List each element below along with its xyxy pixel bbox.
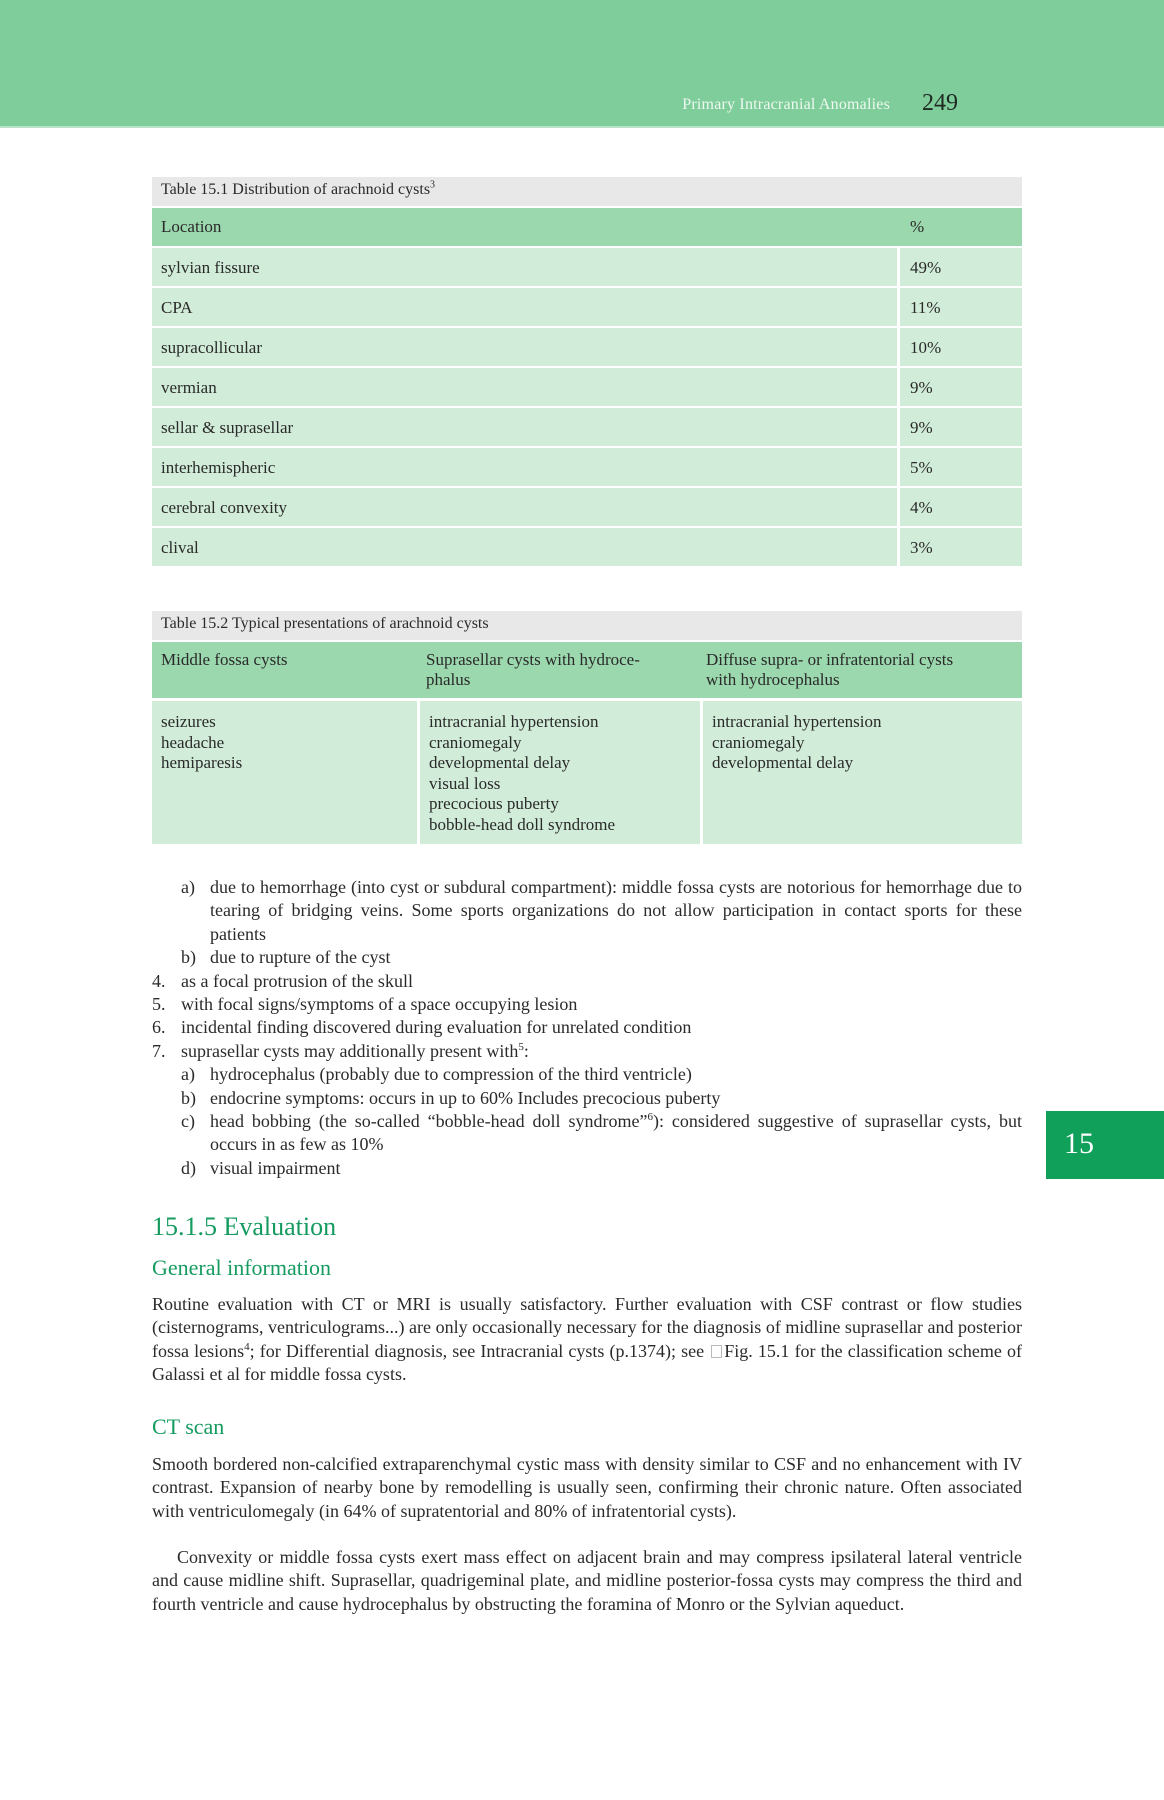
table-row [152,448,1022,486]
citation-ref[interactable]: 4 [244,1340,250,1353]
page-header-band [0,0,1164,128]
citation-ref[interactable]: 6 [647,1111,653,1124]
list-marker: d) [181,1157,196,1178]
presentation-list [152,876,1022,1180]
percent-cell: 11% [900,288,1022,326]
location-cell: interhemispheric [152,448,897,486]
column-header-percent: % [910,217,925,236]
list-item: a) hydrocephalus (probably due to compression of the third ventricle) [152,1063,1022,1086]
table-header-row [152,208,1022,246]
general-info-paragraph: Routine evaluation with CT or MRI is usually satisfactory. Further evaluation with CSF contrast or flow studies (cisternograms, ventriculograms...) are only occasionally necessary for the diagnosis of midline suprasellar and posterior fossa lesions$^4$; for Differential diagnosis, see Intracranial cysts (p.1374); see Fig. 15.1 for the classification scheme of Galassi et al for middle fossa cysts. [152,1294,1022,1385]
diffuse-cell: intracranial hypertension craniomegaly developmental delay [703,701,1022,844]
percent-cell: 9% [900,368,1022,406]
location-cell: sellar & suprasellar [152,408,897,446]
list-item: b) due to rupture of the cyst [152,946,1022,969]
table-row [152,248,1022,286]
citation-ref[interactable]: 3 [430,179,436,191]
column-header-suprasellar: Suprasellar cysts with hydroce- phalus [426,650,640,689]
location-cell: CPA [152,288,897,326]
subsection-heading-ct: CT scan [152,1414,225,1439]
figure-link-icon [711,1345,722,1358]
table-row [152,328,1022,366]
column-header-middle-fossa: Middle fossa cysts [161,650,288,669]
list-item: 4. as a focal protrusion of the skull [152,970,1022,993]
percent-cell: 9% [900,408,1022,446]
list-marker: c) [181,1111,195,1132]
list-marker: 4. [152,970,166,991]
list-marker: 7. [152,1040,166,1061]
table-caption: Table 15.1 Distribution of arachnoid cysts$^3$ [152,177,1022,206]
chapter-number: 15 [1064,1127,1094,1160]
location-cell: clival [152,528,897,566]
middle-fossa-cell: seizures headache hemiparesis [152,701,417,844]
list-marker: a) [181,1064,195,1085]
list-item: c) head bobbing (the so-called “bobble-head doll syndrome”$^6$): considered suggestive of suprasellar cysts, but occurs in as few as 10% [181,1111,1022,1155]
list-item: 5. with focal signs/symptoms of a space occupying lesion [152,993,1022,1016]
list-item: d) visual impairment [152,1157,1022,1180]
ct-paragraph-2: Convexity or middle fossa cysts exert mass effect on adjacent brain and may compress ipsilateral lateral ventricle and cause midline shift. Suprasellar, quadrigeminal plate, and midline posterior-fossa cysts may compress the third and fourth ventricle and cause hydrocephalus by obstructing the foramina of Monro or the Sylvian aqueduct. [152,1547,1022,1614]
section-heading: 15.1.5 Evaluation [152,1212,337,1241]
table-15-2 [152,611,1022,844]
page-number: 249 [922,90,958,116]
list-item: a) due to hemorrhage (into cyst or subdural compartment): middle fossa cysts are notorious for hemorrhage due to tearing of bridging veins. Some sports organizations do not allow participation in contact sports for these patients [181,877,1022,944]
location-cell: vermian [152,368,897,406]
location-cell: cerebral convexity [152,488,897,526]
location-cell: supracollicular [152,328,897,366]
list-marker: a) [181,877,195,897]
list-marker: 6. [152,1017,166,1038]
column-header-diffuse: Diffuse supra- or infratentorial cysts with hydrocephalus [706,650,954,689]
location-cell: sylvian fissure [152,248,897,286]
suprasellar-cell: intracranial hypertension craniomegaly developmental delay visual loss precocious puberty bobble-head doll syndrome [420,701,700,844]
table-header-row [152,642,1022,698]
list-item: 7. suprasellar cysts may additionally present with$^5$: [152,1040,1022,1063]
list-marker: b) [181,947,196,968]
table-caption: Table 15.2 Typical presentations of arachnoid cysts [152,611,1022,640]
table-row [152,488,1022,526]
chapter-tab [1046,1111,1164,1179]
list-item: 6. incidental finding discovered during evaluation for unrelated condition [152,1016,1022,1039]
percent-cell: 3% [900,528,1022,566]
table-row [152,368,1022,406]
table-15-1 [152,177,1022,566]
table-body-row [152,701,1022,844]
table-row [152,288,1022,326]
subsection-heading-general: General information [152,1255,331,1280]
column-header-location: Location [161,217,222,236]
percent-cell: 10% [900,328,1022,366]
running-title: Primary Intracranial Anomalies [682,96,890,113]
percent-cell: 49% [900,248,1022,286]
table-row [152,528,1022,566]
list-item: b) endocrine symptoms: occurs in up to 60% Includes precocious puberty [152,1087,1022,1110]
ct-paragraph-1: Smooth bordered non-calcified extraparenchymal cystic mass with density similar to CSF and no enhancement with IV contrast. Expansion of nearby bone by remodelling is usually seen, confirming their chronic nature. Often associated with ventriculomegaly (in 64% of supratentorial and 80% of infratentorial cysts). [152,1454,1022,1521]
percent-cell: 5% [900,448,1022,486]
citation-ref[interactable]: 5 [518,1040,524,1053]
percent-cell: 4% [900,488,1022,526]
figure-link[interactable]: Fig. 15.1 [724,1340,790,1361]
list-marker: 5. [152,994,166,1015]
list-marker: b) [181,1087,196,1108]
table-row [152,408,1022,446]
